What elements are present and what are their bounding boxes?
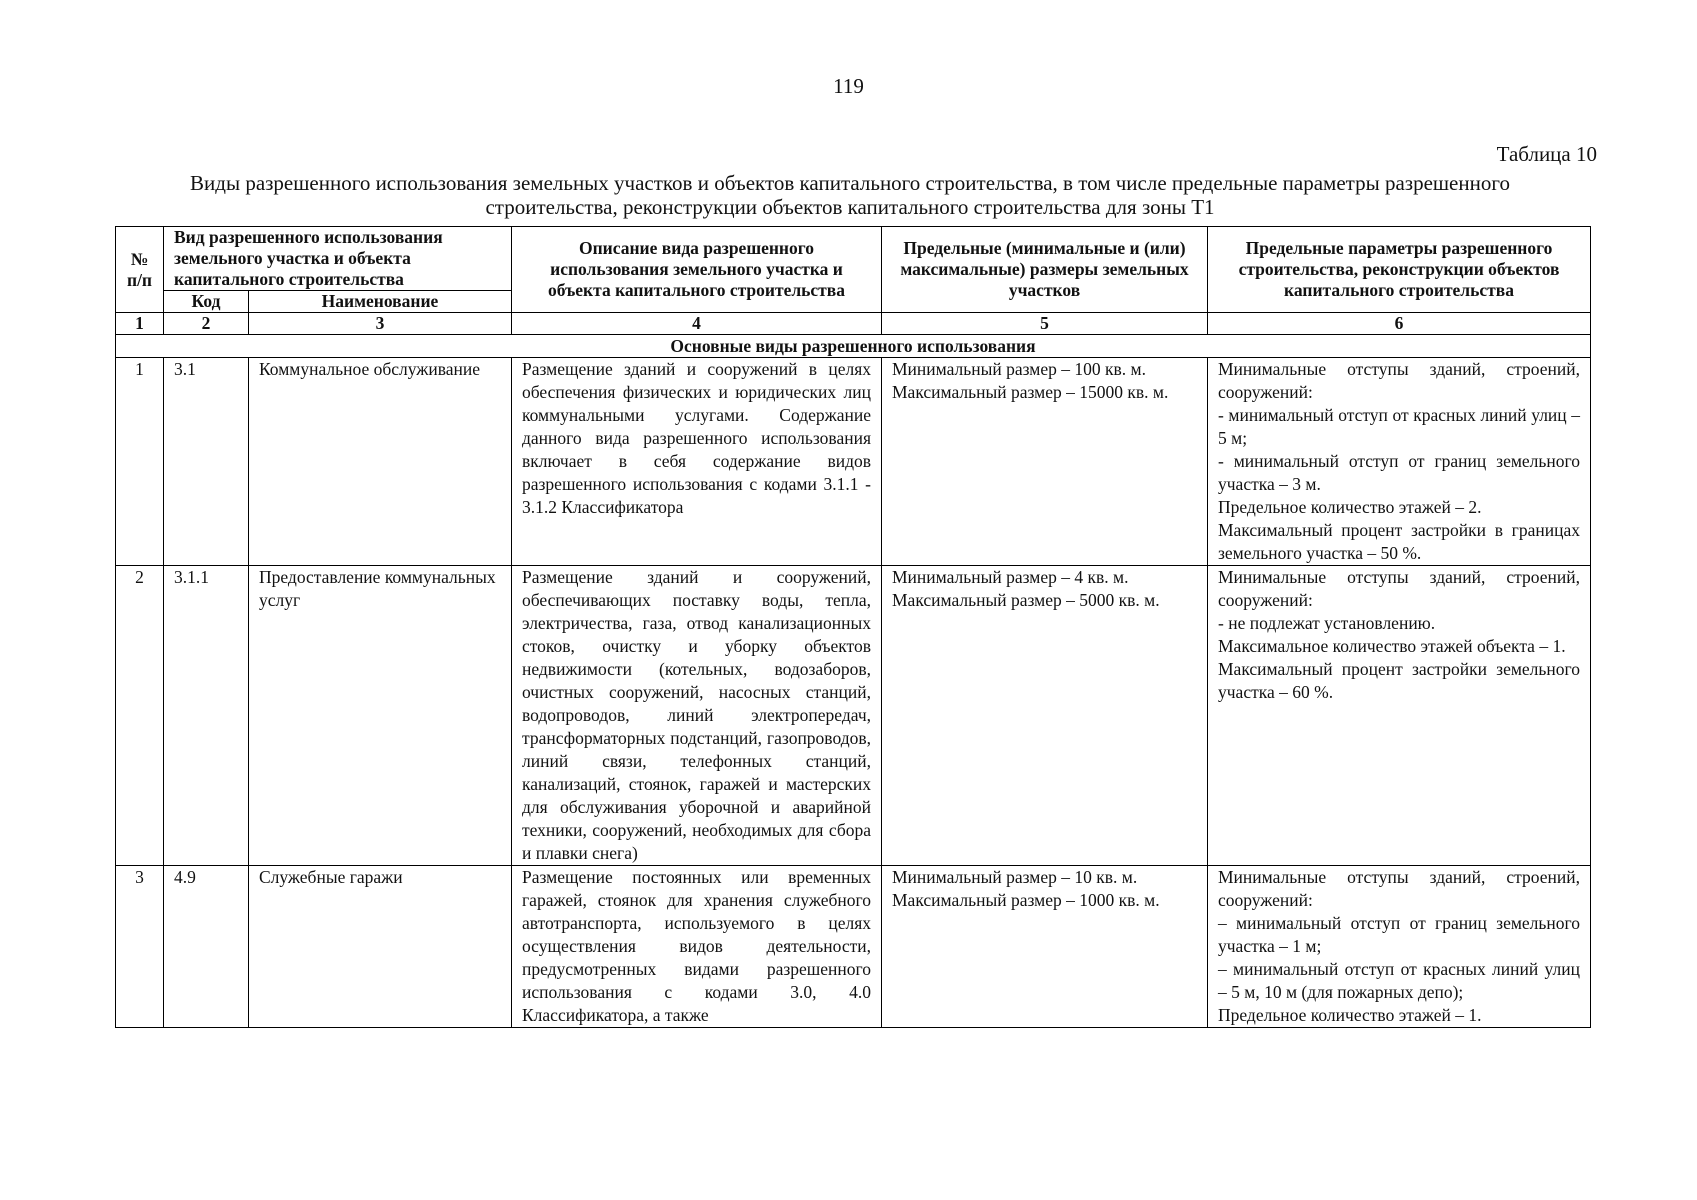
- size-line: Максимальный размер – 5000 кв. м.: [892, 590, 1160, 610]
- param-line: Предельное количество этажей – 2.: [1218, 497, 1482, 517]
- param-line: – минимальный отступ от красных линий улиц – 5 м, 10 м (для пожарных депо);: [1218, 959, 1580, 1002]
- param-line: Минимальные отступы зданий, строений, сооружений:: [1218, 567, 1580, 610]
- table-row: [116, 566, 1591, 866]
- row-sizes: [882, 866, 1208, 1028]
- param-line: - не подлежат установлению.: [1218, 613, 1436, 633]
- header-col-name: Наименование: [249, 291, 512, 313]
- page-number: 119: [833, 74, 864, 98]
- header-col-params: Предельные параметры разрешенного строительства, реконструкции объектов капитального строительства: [1208, 227, 1591, 313]
- row-description: Размещение зданий и сооружений в целях обеспечения физических и юридических лиц коммунальными услугами. Содержание данного вида разрешенного использования включает в себя содержание видов разрешенного использования с кодами 3.1.1 - 3.1.2 Классификатора: [512, 358, 882, 566]
- row-number: 2: [116, 566, 164, 866]
- size-line: Минимальный размер – 10 кв. м.: [892, 867, 1138, 887]
- row-code: 3.1: [164, 358, 249, 566]
- header-number-cell: 5: [882, 313, 1208, 335]
- param-line: Предельное количество этажей – 1.: [1218, 1005, 1482, 1025]
- header-number-cell: 6: [1208, 313, 1591, 335]
- table-row: [116, 358, 1591, 566]
- row-params: [1208, 866, 1591, 1028]
- header-col-sizes: Предельные (минимальные и (или) максимальные) размеры земельных участков: [882, 227, 1208, 313]
- param-line: – минимальный отступ от границ земельного участка – 1 м;: [1218, 913, 1580, 956]
- header-number-cell: 2: [164, 313, 249, 335]
- param-line: Максимальное количество этажей объекта – 1.: [1218, 636, 1566, 656]
- header-number-cell: 1: [116, 313, 164, 335]
- header-col-number: № п/п: [116, 227, 164, 313]
- row-number: 1: [116, 358, 164, 566]
- row-params: [1208, 358, 1591, 566]
- row-sizes: [882, 566, 1208, 866]
- header-number-cell: 3: [249, 313, 512, 335]
- land-use-table: [115, 226, 1591, 1028]
- row-code: 4.9: [164, 866, 249, 1028]
- table-label: Таблица 10: [1496, 142, 1597, 166]
- size-line: Минимальный размер – 4 кв. м.: [892, 567, 1129, 587]
- row-name: Служебные гаражи: [249, 866, 512, 1028]
- param-line: - минимальный отступ от красных линий улиц – 5 м;: [1218, 405, 1580, 448]
- param-line: Максимальный процент застройки в границах земельного участка – 50 %.: [1218, 520, 1580, 563]
- row-description: Размещение постоянных или временных гаражей, стоянок для хранения служебного автотранспорта, используемого в целях осуществления видов деятельности, предусмотренных видами разрешенного использования с кодами 3.0, 4.0 Классификатора, а также: [512, 866, 882, 1028]
- header-col-description: Описание вида разрешенного использования земельного участка и объекта капитального строительства: [512, 227, 882, 313]
- size-line: Максимальный размер – 1000 кв. м.: [892, 890, 1160, 910]
- header-number-cell: 4: [512, 313, 882, 335]
- param-line: - минимальный отступ от границ земельного участка – 3 м.: [1218, 451, 1580, 494]
- size-line: Минимальный размер – 100 кв. м.: [892, 359, 1146, 379]
- section-title: Основные виды разрешенного использования: [116, 335, 1591, 358]
- row-name: Коммунальное обслуживание: [249, 358, 512, 566]
- header-col-code: Код: [164, 291, 249, 313]
- row-sizes: [882, 358, 1208, 566]
- header-col-vid: Вид разрешенного использования земельного участка и объекта капитального строительства: [164, 227, 512, 291]
- row-code: 3.1.1: [164, 566, 249, 866]
- row-number: 3: [116, 866, 164, 1028]
- param-line: Минимальные отступы зданий, строений, сооружений:: [1218, 867, 1580, 910]
- table-row: [116, 866, 1591, 1028]
- size-line: Максимальный размер – 15000 кв. м.: [892, 382, 1169, 402]
- param-line: Максимальный процент застройки земельного участка – 60 %.: [1218, 659, 1580, 702]
- row-params: [1208, 566, 1591, 866]
- table-title: Виды разрешенного использования земельных участков и объектов капитального строительства, в том числе предельные параметры разрешенного строительства, реконструкции объектов капитального строительства для зоны Т1: [190, 171, 1510, 219]
- param-line: Минимальные отступы зданий, строений, сооружений:: [1218, 359, 1580, 402]
- row-description: Размещение зданий и сооружений, обеспечивающих поставку воды, тепла, электричества, газа, отвод канализационных стоков, очистку и уборку объектов недвижимости (котельных, водозаборов, очистных сооружений, насосных станций, водопроводов, линий электропередач, трансформаторных подстанций, газопроводов, линий связи, телефонных станций, канализаций, стоянок, гаражей и мастерских для обслуживания уборочной и аварийной техники, сооружений, необходимых для сбора и плавки снега): [512, 566, 882, 866]
- row-name: Предоставление коммунальных услуг: [249, 566, 512, 866]
